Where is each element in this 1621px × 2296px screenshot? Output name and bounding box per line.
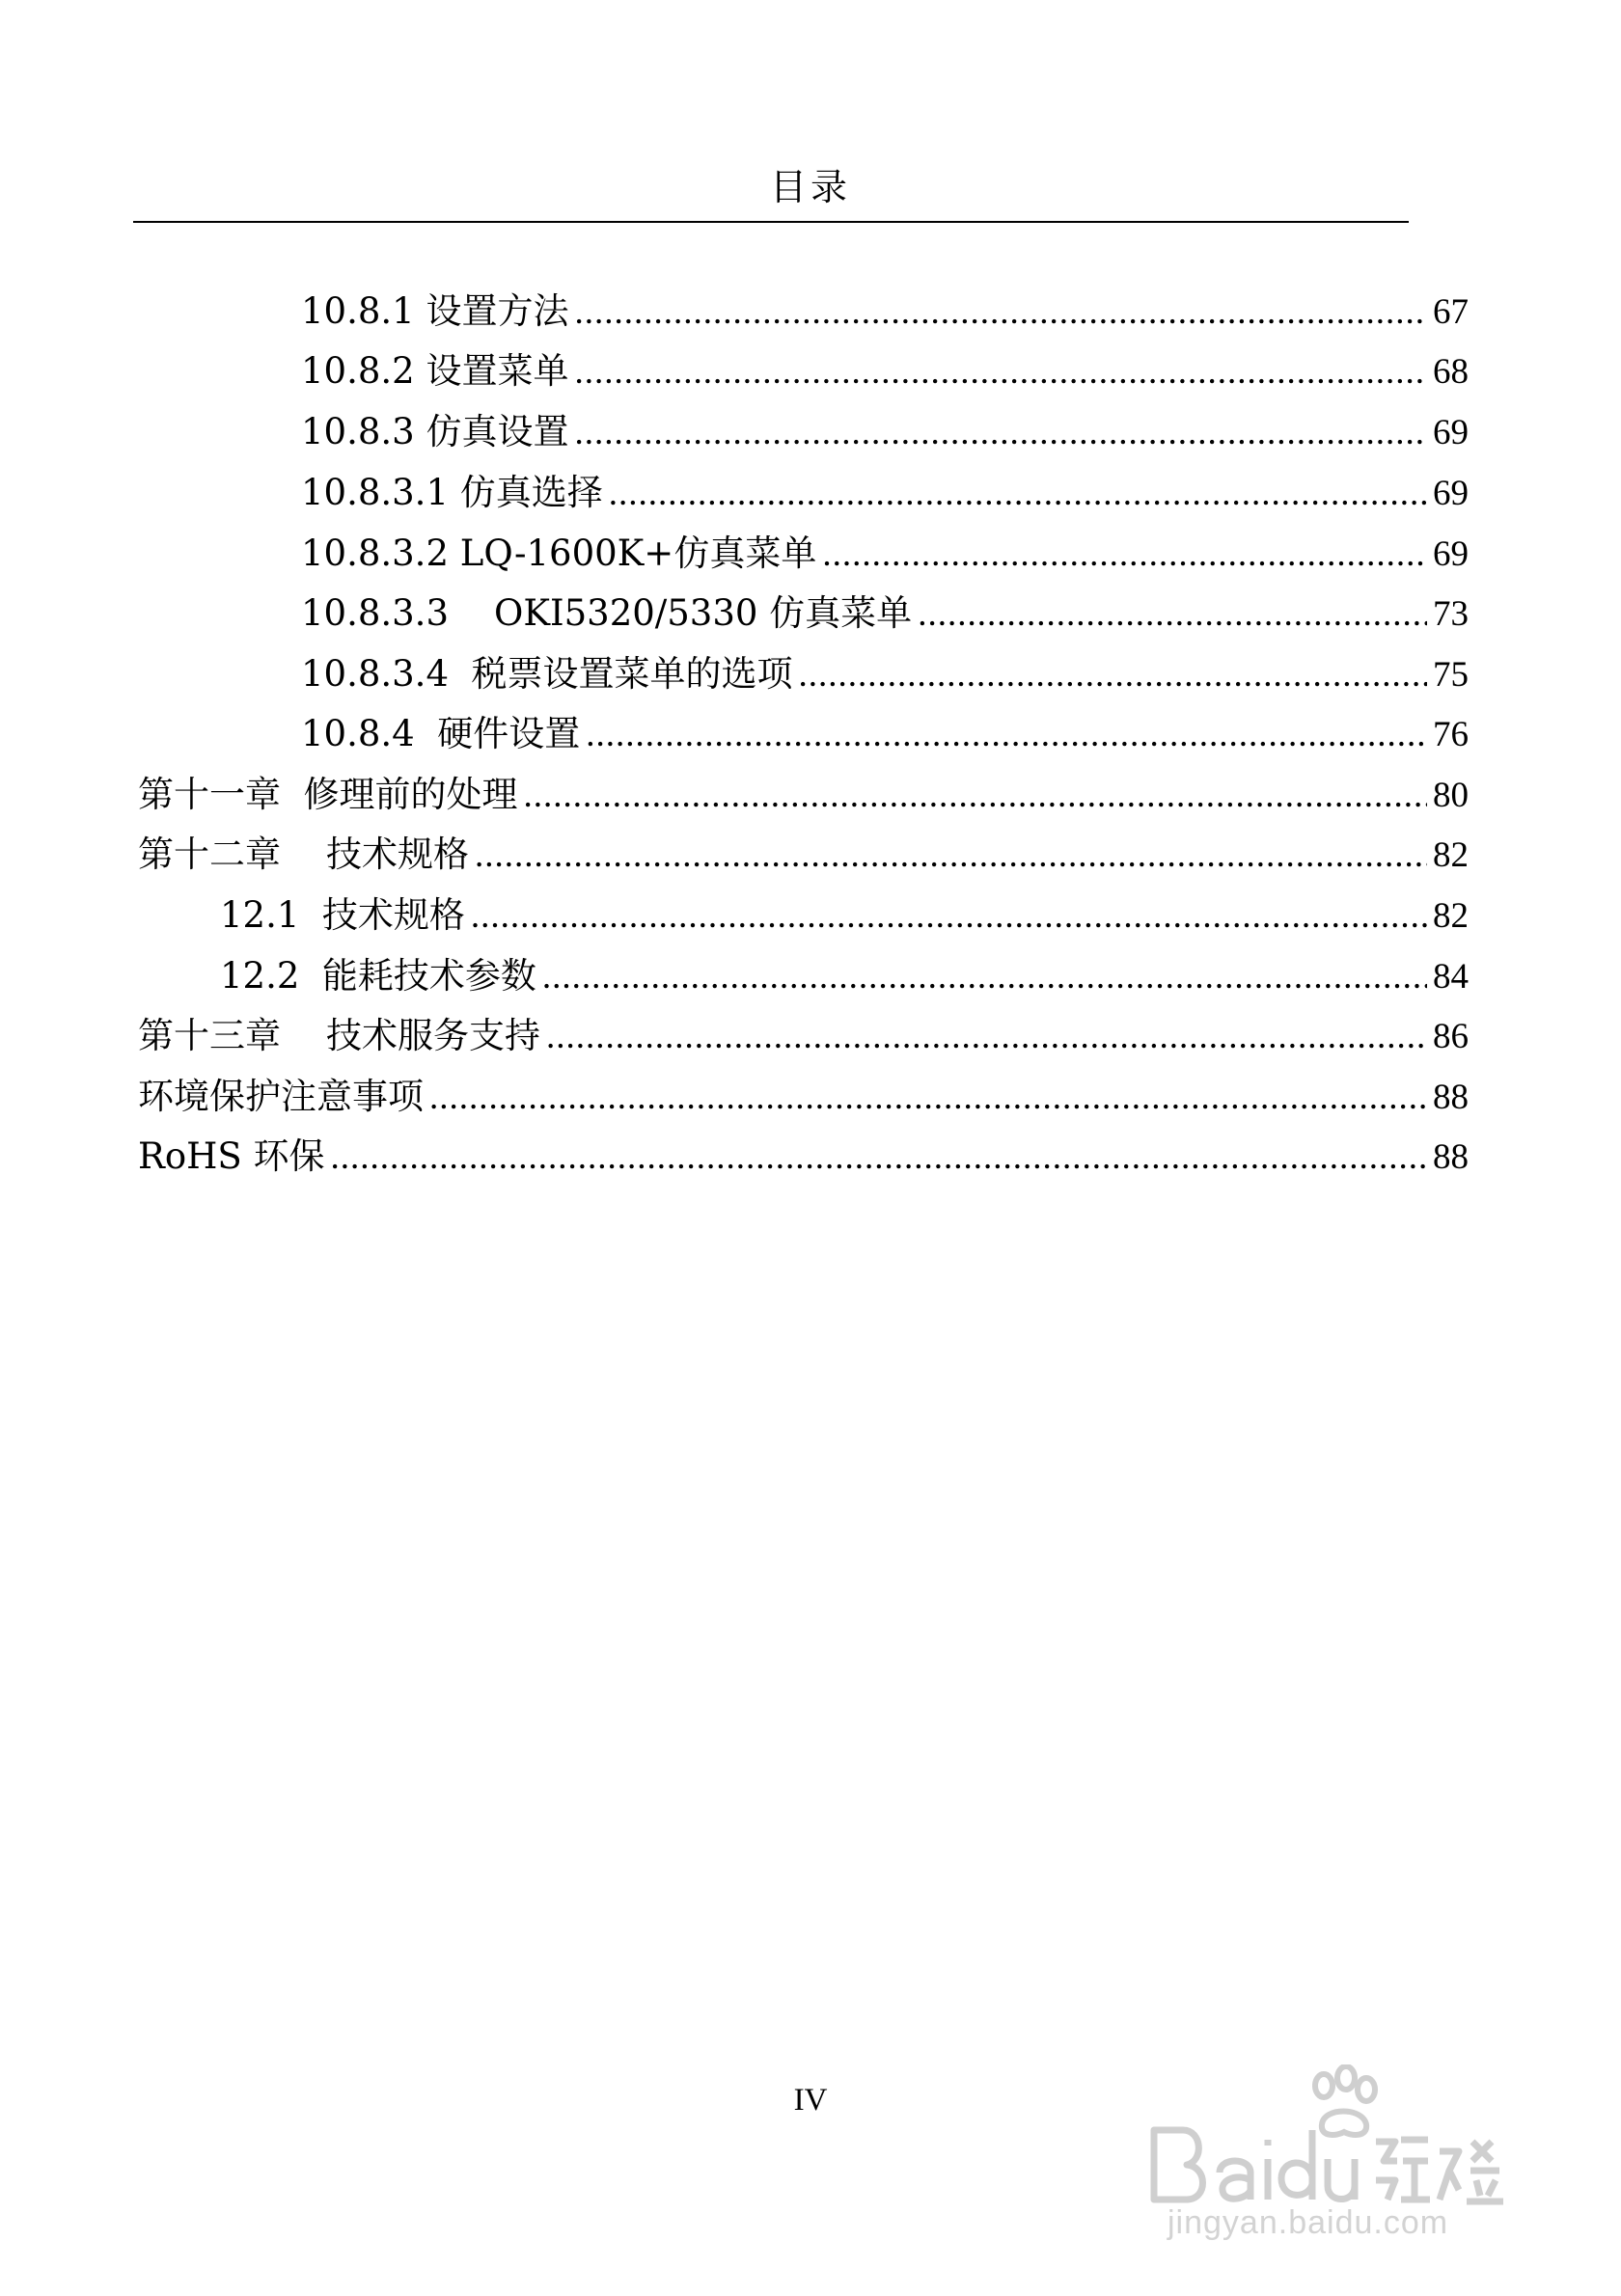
toc-entry[interactable] (220, 955, 1469, 998)
toc-entry-label: 12.1 技术规格 (220, 894, 465, 936)
toc-entry-page: 80 (1433, 776, 1469, 815)
page-header-title: 目录 (769, 166, 851, 208)
toc-leader-dots (471, 895, 1427, 938)
toc-entry-label: RoHS 环保 (138, 1135, 325, 1177)
toc-entry-page: 75 (1433, 655, 1469, 695)
toc-entry[interactable] (138, 774, 1469, 816)
toc-entry-page: 73 (1433, 594, 1469, 634)
toc-leader-dots (918, 593, 1427, 636)
toc-leader-dots (574, 291, 1427, 334)
toc-entry-label: 10.8.3 仿真设置 (301, 411, 569, 452)
toc-entry-label: 第十三章 技术服务支持 (138, 1015, 541, 1056)
toc-entry-page: 84 (1433, 957, 1469, 997)
toc-entry-page: 82 (1433, 835, 1469, 875)
toc-entry[interactable] (138, 1076, 1469, 1118)
toc-entry-label: 环境保护注意事项 (138, 1076, 424, 1117)
toc-entry-label: 10.8.3.4 税票设置菜单的选项 (301, 653, 793, 695)
toc-entry-label: 第十一章 修理前的处理 (138, 774, 518, 815)
toc-entry[interactable] (301, 472, 1469, 514)
toc-entry-label: 10.8.2 设置菜单 (301, 350, 569, 392)
toc-entry-label: 10.8.3.1 仿真选择 (301, 472, 603, 513)
toc-entry-page: 67 (1433, 292, 1469, 332)
toc-leader-dots (546, 1016, 1427, 1058)
toc-entry-label: 12.2 能耗技术参数 (220, 955, 536, 997)
toc-leader-dots (542, 956, 1427, 998)
toc-entry-page: 88 (1433, 1137, 1469, 1177)
toc-leader-dots (799, 654, 1427, 697)
baidu-jingyan-watermark (1148, 2064, 1553, 2248)
page-number: IV (793, 2083, 828, 2118)
toc-entry-label: 10.8.4 硬件设置 (301, 713, 581, 754)
toc-entry[interactable] (138, 1015, 1469, 1057)
watermark-url: jingyan.baidu.com (1168, 2204, 1449, 2241)
toc-leader-dots (475, 834, 1427, 877)
toc-leader-dots (429, 1077, 1427, 1119)
toc-entry-page: 76 (1433, 715, 1469, 754)
toc-leader-dots (524, 775, 1427, 817)
toc-entry-page: 88 (1433, 1078, 1469, 1117)
toc-entry-label: 10.8.1 设置方法 (301, 290, 569, 332)
toc-entry[interactable] (301, 533, 1469, 575)
toc-entry-page: 68 (1433, 352, 1469, 392)
toc-leader-dots (574, 351, 1427, 394)
toc-entry-label: 10.8.3.3 OKI5320/5330 仿真菜单 (301, 592, 913, 634)
toc-leader-dots (586, 714, 1427, 756)
toc-entry-page: 69 (1433, 413, 1469, 452)
toc-entry-label: 10.8.3.2 LQ-1600K+仿真菜单 (301, 533, 817, 574)
toc-entry[interactable] (301, 350, 1469, 393)
toc-entry[interactable] (301, 592, 1469, 635)
toc-entry[interactable] (301, 653, 1469, 696)
toc-leader-dots (574, 412, 1427, 454)
toc-entry-page: 86 (1433, 1017, 1469, 1056)
toc-entry-label: 第十二章 技术规格 (138, 834, 470, 875)
toc-entry[interactable] (301, 713, 1469, 755)
toc-entry[interactable] (138, 834, 1469, 876)
baidu-logo (1148, 2122, 1553, 2209)
toc-entry-page: 69 (1433, 474, 1469, 513)
toc-entry[interactable] (220, 894, 1469, 937)
toc-entry-page: 82 (1433, 896, 1469, 936)
toc-leader-dots (822, 533, 1427, 576)
toc-entry[interactable] (138, 1135, 1469, 1178)
toc-leader-dots (609, 473, 1427, 515)
toc-entry-page: 69 (1433, 534, 1469, 574)
toc-entry[interactable] (301, 290, 1469, 333)
toc-leader-dots (331, 1136, 1427, 1179)
header-rule (133, 221, 1409, 223)
toc-entry[interactable] (301, 411, 1469, 453)
